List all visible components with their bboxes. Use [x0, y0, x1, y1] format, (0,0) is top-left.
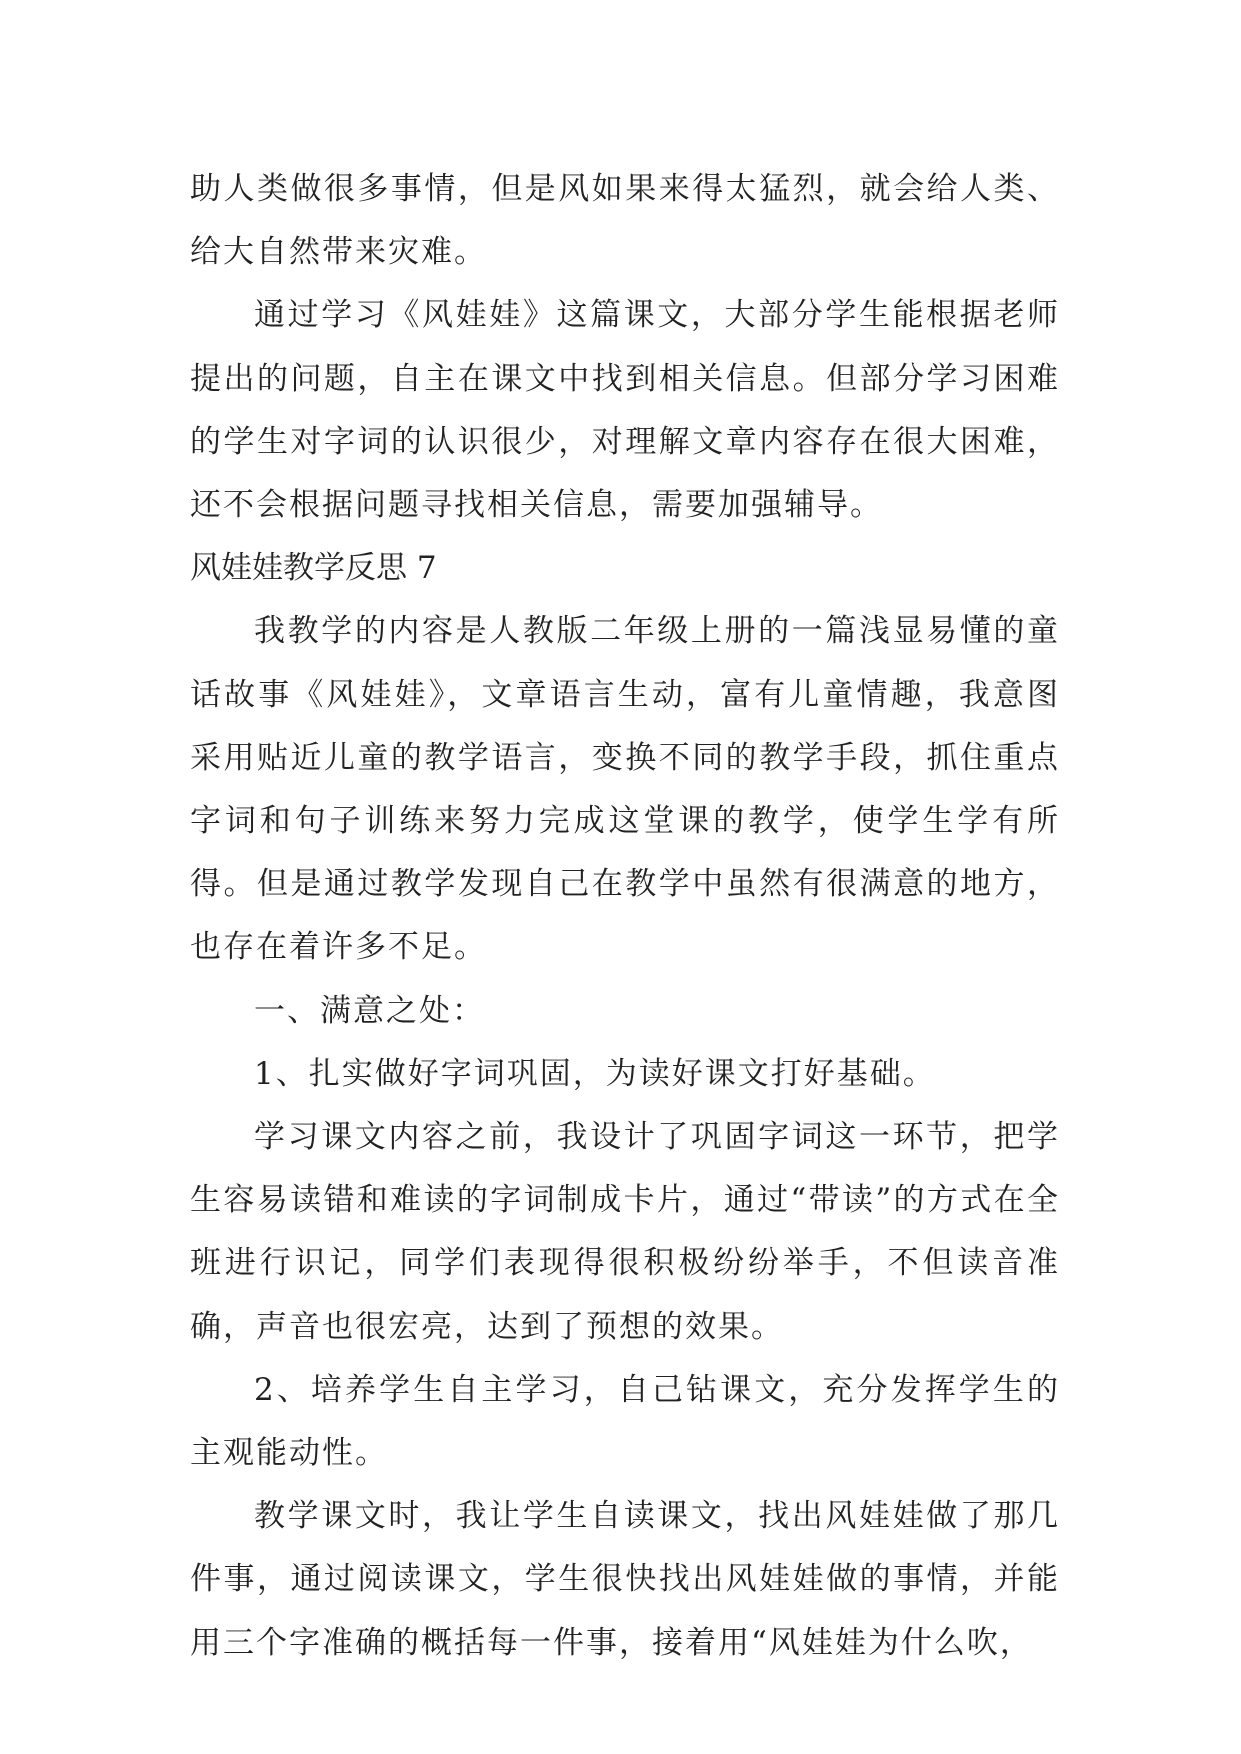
paragraph-1: 助人类做很多事情，但是风如果来得太猛烈，就会给人类、给大自然带来灾难。 [190, 171, 1060, 271]
paragraph-7: 2、培养学生自主学习，自己钻课文，充分发挥学生的主观能动性。 [190, 1371, 1060, 1472]
paragraph-5: 1、扎实做好字词巩固，为读好课文打好基础。 [254, 1055, 936, 1092]
document-body [190, 158, 1060, 1675]
section-title: 风娃娃教学反思 7 [190, 550, 437, 587]
paragraph-6: 学习课文内容之前，我设计了巩固字词这一环节，把学生容易读错和难读的字词制成卡片，通过“带读”的方式在全班进行识记，同学们表现得很积极纷纷举手，不但读音准确，声音也很宏亮，达到了预想的效果。 [190, 1119, 1060, 1345]
paragraph-3: 我教学的内容是人教版二年级上册的一篇浅显易懂的童话故事《风娃娃》，文章语言生动，富有儿童情趣，我意图采用贴近儿童的教学语言，变换不同的教学手段，抓住重点字词和句子训练来努力完成这堂课的教学，使学生学有所得。但是通过教学发现自己在教学中虽然有很满意的地方，也存在着许多不足。 [190, 613, 1060, 966]
paragraph-4: 一、满意之处： [254, 992, 485, 1029]
paragraph-2: 通过学习《风娃娃》这篇课文，大部分学生能根据老师提出的问题，自主在课文中找到相关信息。但部分学习困难的学生对字词的认识很少，对理解文章内容存在很大困难，还不会根据问题寻找相关信息，需要加强辅导。 [190, 297, 1060, 524]
paragraph-8: 教学课文时，我让学生自读课文，找出风娃娃做了那几件事，通过阅读课文，学生很快找出风娃娃做的事情，并能用三个字准确的概括每一件事，接着用“风娃娃为什么吹， [190, 1498, 1060, 1661]
